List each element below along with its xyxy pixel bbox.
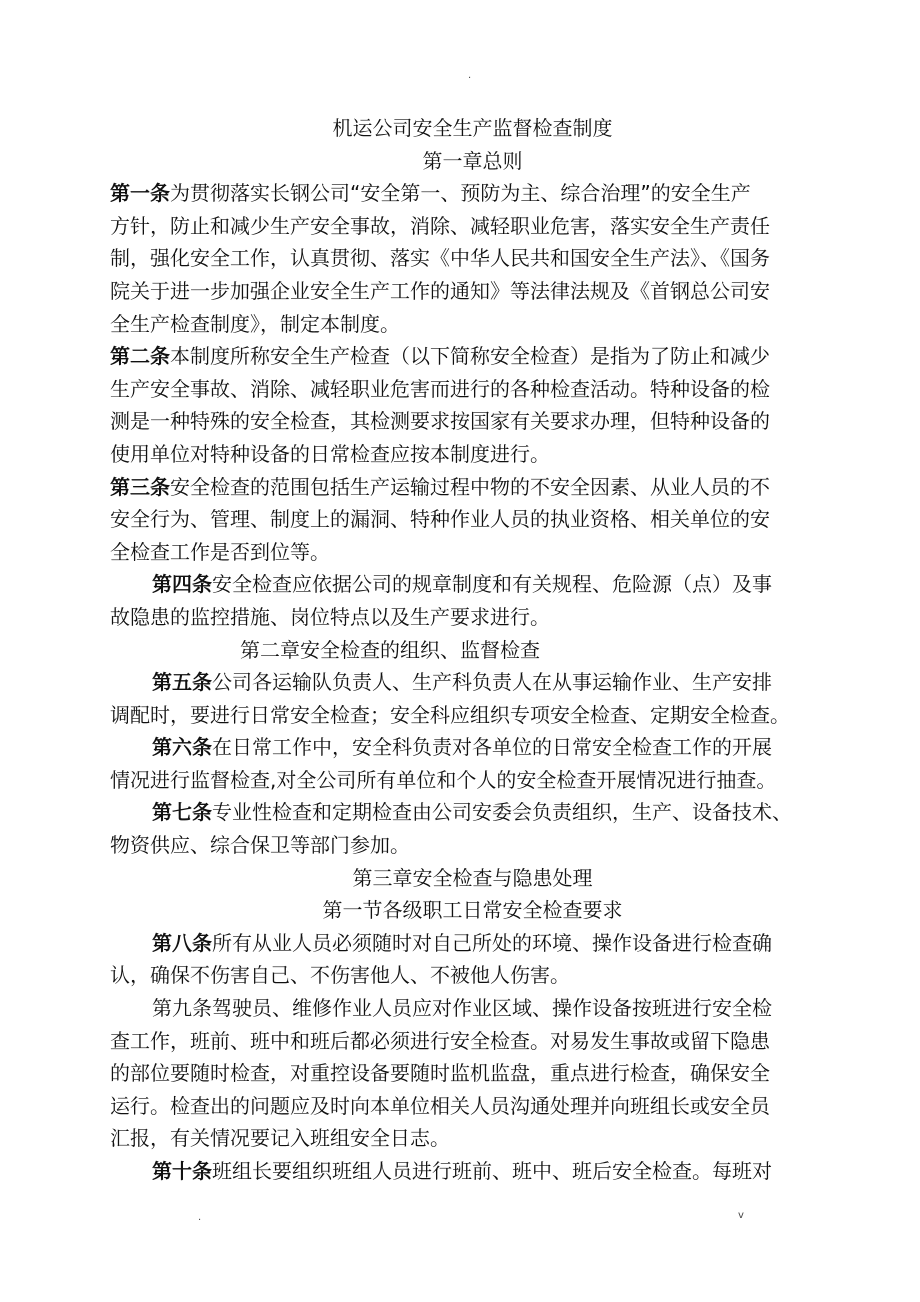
article-10-label: 第十条 bbox=[152, 1159, 212, 1183]
section-1-heading: 第一节各级职工日常安全检查要求 bbox=[322, 898, 623, 923]
article-5-line-2: 调配时，要进行日常安全检查；安全科应组织专项安全检查、定期安全检查。 bbox=[110, 702, 790, 727]
document-title: 机运公司安全生产监督检查制度 bbox=[332, 116, 613, 140]
article-3-line-3: 全检查工作是否到位等。 bbox=[110, 539, 330, 564]
article-8-line-2: 认，确保不伤害自己、不伤害他人、不被他人伤害。 bbox=[110, 963, 570, 988]
article-2-line-4: 使用单位对特种设备的日常检查应按本制度进行。 bbox=[110, 441, 550, 466]
article-3-line-2: 安全行为、管理、制度上的漏洞、特种作业人员的执业资格、相关单位的安 bbox=[110, 507, 770, 532]
footer-left-mark: . bbox=[198, 1212, 202, 1223]
article-5-line-1: 第五条公司各运输队负责人、生产科负责人在从事运输作业、生产安排 bbox=[152, 670, 772, 695]
article-9-line-5: 汇报，有关情况要记入班组安全日志。 bbox=[110, 1126, 450, 1151]
article-4-line-2: 故隐患的监控措施、岗位特点以及生产要求进行。 bbox=[110, 604, 550, 629]
page-top-mark: . bbox=[468, 70, 472, 81]
article-1-line-2: 方针，防止和减少生产安全事故，消除、减轻职业危害，落实安全生产责任 bbox=[110, 213, 770, 238]
article-6-line-1: 第六条在日常工作中，安全科负责对各单位的日常安全检查工作的开展 bbox=[152, 735, 772, 760]
chapter-3-heading: 第三章安全检查与隐患处理 bbox=[352, 865, 593, 890]
chapter-1-heading: 第一章总则 bbox=[422, 148, 523, 173]
article-2-line-2: 生产安全事故、消除、减轻职业危害而进行的各种检查活动。特种设备的检 bbox=[110, 376, 770, 401]
article-10-line-1: 第十条班组长要组织班组人员进行班前、班中、班后安全检查。每班对 bbox=[152, 1159, 772, 1183]
article-1-line-3: 制，强化安全工作，认真贯彻、落实《中华人民共和国安全生产法》、《国务 bbox=[110, 246, 770, 271]
article-8-line-1: 第八条所有从业人员必须随时对自己所处的环境、操作设备进行检查确 bbox=[152, 930, 772, 955]
article-4-line-1: 第四条安全检查应依据公司的规章制度和有关规程、危险源（点）及事 bbox=[152, 572, 772, 597]
article-9-line-1: 第九条驾驶员、维修作业人员应对作业区域、操作设备按班进行安全检 bbox=[152, 996, 772, 1021]
footer-right-mark: v bbox=[738, 1210, 744, 1221]
article-9-line-4: 运行。检查出的问题应及时向本单位相关人员沟通处理并向班组长或安全员 bbox=[110, 1093, 770, 1118]
article-2-line-1: 第二条本制度所称安全生产检查（以下简称安全检查）是指为了防止和减少 bbox=[110, 344, 770, 369]
article-8-label: 第八条 bbox=[152, 930, 212, 955]
article-9-line-3: 的部位要随时检查，对重控设备要随时监机监盘，重点进行检查，确保安全 bbox=[110, 1061, 770, 1086]
article-3-label: 第三条 bbox=[110, 474, 170, 499]
article-6-line-2: 情况进行监督检查,对全公司所有单位和个人的安全检查开展情况进行抽查。 bbox=[110, 767, 777, 792]
article-7-line-1: 第七条专业性检查和定期检查由公司安委会负责组织，生产、设备技术、 bbox=[152, 800, 792, 825]
article-7-label: 第七条 bbox=[152, 800, 212, 825]
article-4-label: 第四条 bbox=[152, 572, 212, 597]
article-1-line-4: 院关于进一步加强企业安全生产工作的通知》等法律法规及《首钢总公司安 bbox=[110, 278, 770, 303]
article-5-label: 第五条 bbox=[152, 670, 212, 695]
article-1-label: 第一条 bbox=[110, 181, 170, 206]
article-1-line-1: 第一条为贯彻落实长钢公司“安全第一、预防为主、综合治理”的安全生产 bbox=[110, 181, 751, 206]
article-2-label: 第二条 bbox=[110, 344, 170, 369]
article-9-line-2: 查工作，班前、班中和班后都必须进行安全检查。对易发生事故或留下隐患 bbox=[110, 1028, 770, 1053]
article-7-line-2: 物资供应、综合保卫等部门参加。 bbox=[110, 833, 410, 858]
document-body bbox=[110, 112, 835, 1188]
chapter-2-heading: 第二章安全检查的组织、监督检查 bbox=[240, 637, 540, 662]
article-6-label: 第六条 bbox=[152, 735, 212, 760]
article-3-line-1: 第三条安全检查的范围包括生产运输过程中物的不安全因素、从业人员的不 bbox=[110, 474, 770, 499]
article-1-line-5: 全生产检查制度》，制定本制度。 bbox=[110, 311, 400, 336]
article-2-line-3: 测是一种特殊的安全检查，其检测要求按国家有关要求办理，但特种设备的 bbox=[110, 409, 770, 434]
